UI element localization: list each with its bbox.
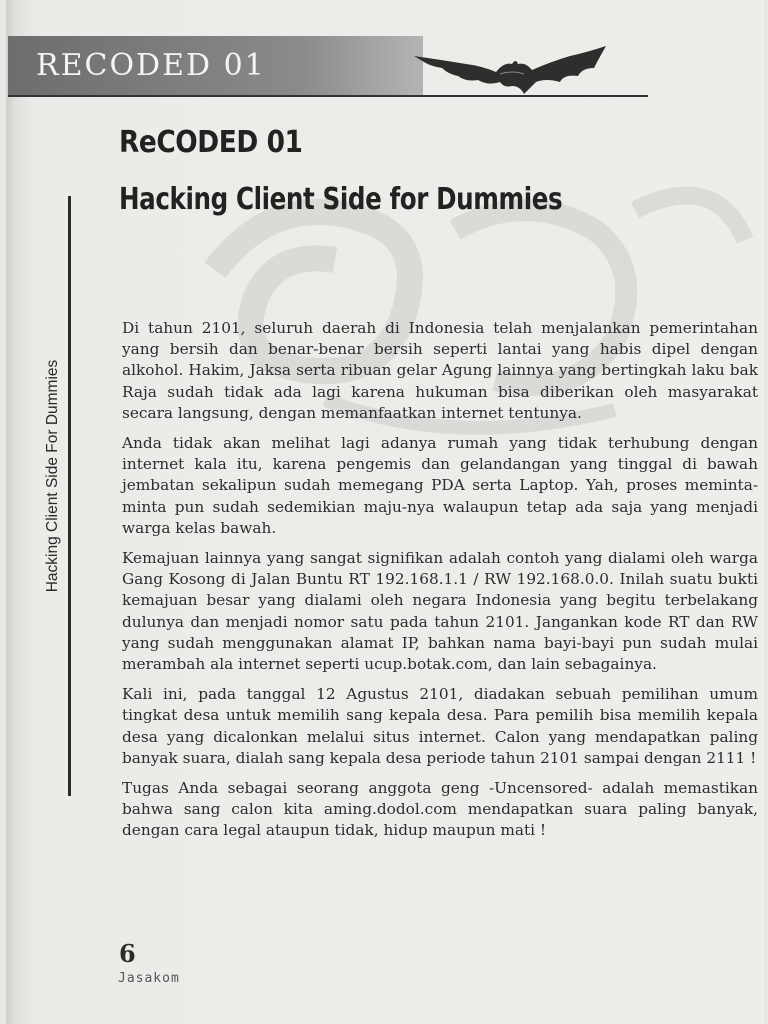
sidebar-rule [68, 196, 71, 796]
body-text [122, 318, 758, 851]
paragraph: Kali ini, pada tanggal 12 Agustus 2101, diadakan sebuah pemilihan umum tingkat desa untuk memilih sang kepala desa. Para pemilih bisa memilih kepala desa yang dicalonkan melalui situs internet. Calon yang mendapatkan paling banyak suara, dialah sang kepala desa periode tahun 2101 sampai dengan 2111 ! [122, 685, 758, 767]
sidebar-running-title [44, 348, 62, 604]
page-edge [6, 0, 16, 1024]
paragraph: Di tahun 2101, seluruh daerah di Indonesia telah menjalankan pemerintahan yang bersih dan benar-benar bersih seperti lantai yang habis dipel dengan alkohol. Hakim, Jaksa serta ribuan gelar Agung lainnya yang bertingkah laku bak Raja sudah tidak ada lagi karena hukuman bisa diberikan oleh masyarakat secara langsung, dengan memanfaatkan internet tentunya. [122, 319, 758, 422]
paragraph: Tugas Anda sebagai seorang anggota geng -Uncensored- adalah memastikan bahwa sang calon kita aming.dodol.com mendapatkan suara paling banyak, dengan cara legal ataupun tidak, hidup maupun mati ! [122, 779, 758, 840]
bat-icon [412, 44, 608, 96]
page-number: 6 [119, 939, 136, 968]
sidebar-running-title-text: Hacking Client Side For Dummies [44, 359, 61, 593]
chapter-header-label: RECODED 01 [36, 48, 266, 83]
paragraph: Anda tidak akan melihat lagi adanya rumah yang tidak terhubung dengan internet kala itu, karena pengemis dan gelandangan yang tinggal di bawah jembatan sekalipun sudah memegang PDA serta Laptop. Yah, proses meminta-minta pun sudah sedemikian maju-nya walaupun tetap ada saja yang menjadi warga kelas bawah. [122, 434, 758, 537]
chapter-title: ReCODED 01 [119, 125, 303, 160]
publisher-brand: Jasakom [118, 971, 180, 986]
paragraph: Kemajuan lainnya yang sangat signifikan adalah contoh yang dialami oleh warga Gang Kosong di Jalan Buntu RT 192.168.1.1 / RW 192.168.0.0. Inilah suatu bukti kemajuan besar yang dialami oleh negara Indonesia yang begitu terbelakang dulunya dan menjadi nomor satu pada tahun 2101. Jangankan kode RT dan RW yang sudah menggunakan alamat IP, bahkan nama bayi-bayi pun sudah mulai merambah ala internet seperti ucup.botak.com, dan lain sebagainya. [122, 549, 758, 674]
chapter-subtitle: Hacking Client Side for Dummies [119, 182, 563, 217]
